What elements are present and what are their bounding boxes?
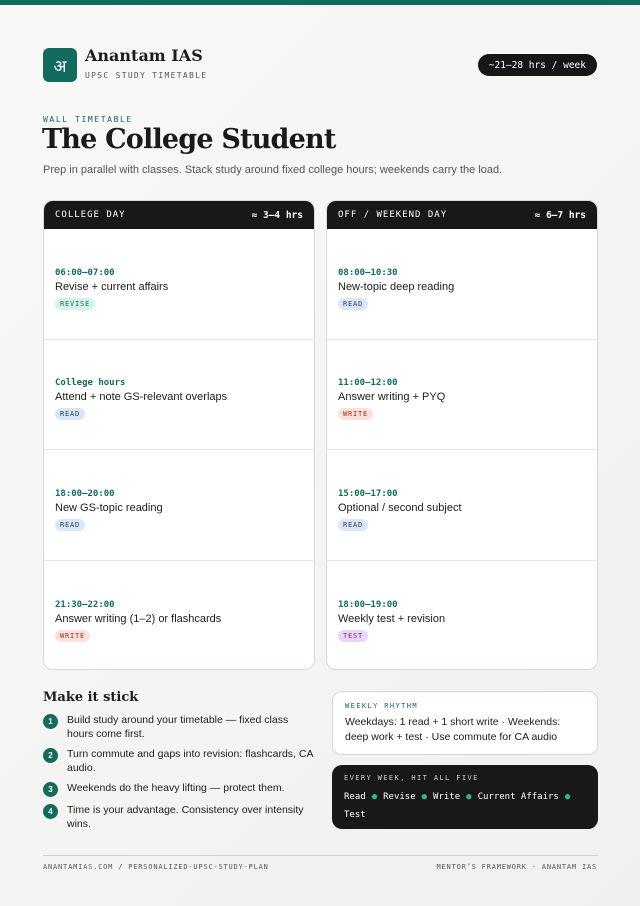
slot-tag: WRITE [338, 408, 373, 420]
tip-item [43, 714, 313, 741]
schedule-slot [44, 450, 314, 561]
rhythm-caption: WEEKLY RHYTHM [345, 702, 418, 710]
slot-description: New GS-topic reading [55, 501, 163, 514]
slot-tag: READ [338, 298, 368, 310]
tip-item [43, 782, 313, 797]
column-header [327, 201, 597, 229]
schedule-slot [327, 561, 597, 671]
slot-description: Answer writing + PYQ [338, 391, 446, 404]
slot-description: Optional / second subject [338, 501, 462, 514]
tip-text: Turn commute and gaps into revision: flashcards, CA audio. [67, 748, 313, 774]
weekly-rhythm-card [332, 691, 598, 755]
slot-tag: READ [338, 519, 368, 531]
slot-description: Attend + note GS-relevant overlaps [55, 391, 228, 404]
weekly-hours-badge: ~21–28 hrs / week [478, 54, 597, 76]
slot-time: 06:00–07:00 [55, 267, 115, 278]
rhythm-text: Weekdays: 1 read + 1 short write · Weekends: deep work + test · Use commute for CA audio [345, 716, 561, 743]
slot-time: College hours [55, 378, 126, 389]
brand-name: Anantam IAS [85, 46, 203, 65]
slot-time: 15:00–17:00 [338, 488, 398, 499]
slot-time: 21:30–22:00 [55, 599, 115, 610]
schedule-slot [44, 229, 314, 340]
tip-text: Weekends do the heavy lifting — protect them. [67, 782, 285, 794]
tips-heading: Make it stick [43, 690, 139, 705]
tip-item [43, 804, 313, 831]
tip-number: 3 [43, 782, 58, 797]
schedule-slot [327, 450, 597, 561]
column-hours: ≈ 3–4 hrs [251, 209, 303, 221]
separator-dot-icon: ● [564, 792, 571, 802]
separator-dot-icon: ● [421, 792, 428, 802]
tips-list [43, 714, 313, 838]
slot-tag: READ [55, 519, 85, 531]
column-label: COLLEGE DAY [55, 210, 126, 220]
page-eyebrow: WALL TIMETABLE [43, 115, 133, 124]
hit-five-item: Test [344, 810, 366, 820]
slot-time: 08:00–10:30 [338, 267, 398, 278]
column-header [44, 201, 314, 229]
hit-five-caption: EVERY WEEK, HIT ALL FIVE [344, 774, 479, 782]
footer-credit: MENTOR’S FRAMEWORK · ANANTAM IAS [436, 863, 597, 871]
footer-url: ANANTAMIAS.COM / PERSONALIZED-UPSC-STUDY-PLAN [43, 863, 269, 871]
slot-tag: TEST [338, 630, 368, 642]
top-accent-bar [0, 0, 640, 5]
page-title: The College Student [42, 124, 336, 155]
tip-number: 1 [43, 714, 58, 729]
schedule-slot [327, 340, 597, 451]
tip-number: 4 [43, 804, 58, 819]
hit-five-items [344, 788, 586, 824]
weekend-day-column [326, 200, 598, 670]
schedule-slot [44, 340, 314, 451]
slot-tag: REVISE [55, 298, 95, 310]
hit-five-item: Read [344, 792, 366, 802]
slot-time: 11:00–12:00 [338, 378, 398, 389]
hit-five-item: Revise [383, 792, 416, 802]
tip-text: Time is your advantage. Consistency over intensity wins. [67, 804, 304, 830]
slot-description: Answer writing (1–2) or flashcards [55, 612, 222, 625]
separator-dot-icon: ● [371, 792, 378, 802]
tip-text: Build study around your timetable — fixed class hours come first. [67, 714, 289, 740]
tip-item [43, 748, 313, 775]
hit-five-item: Write [433, 792, 461, 802]
slot-tag: WRITE [55, 630, 90, 642]
tip-number: 2 [43, 748, 58, 763]
schedule-slot [44, 561, 314, 671]
slot-description: Revise + current affairs [55, 280, 169, 293]
footer-divider [43, 855, 598, 856]
college-day-column [43, 200, 315, 670]
brand-subtitle: UPSC STUDY TIMETABLE [85, 71, 208, 80]
slot-time: 18:00–20:00 [55, 488, 115, 499]
schedule-slot [327, 229, 597, 340]
hit-all-five-card [332, 765, 598, 829]
slot-description: Weekly test + revision [338, 612, 446, 625]
column-label: OFF / WEEKEND DAY [338, 210, 448, 220]
separator-dot-icon: ● [466, 792, 472, 802]
page-subtitle: Prep in parallel with classes. Stack study around fixed college hours; weekends carry the load. [43, 164, 503, 176]
hit-five-item: Current Affairs [477, 792, 559, 802]
slot-time: 18:00–19:00 [338, 599, 398, 610]
column-hours: ≈ 6–7 hrs [534, 209, 586, 221]
slot-tag: READ [55, 408, 85, 420]
slot-description: New-topic deep reading [338, 280, 455, 293]
brand-logo: अ [43, 48, 77, 82]
